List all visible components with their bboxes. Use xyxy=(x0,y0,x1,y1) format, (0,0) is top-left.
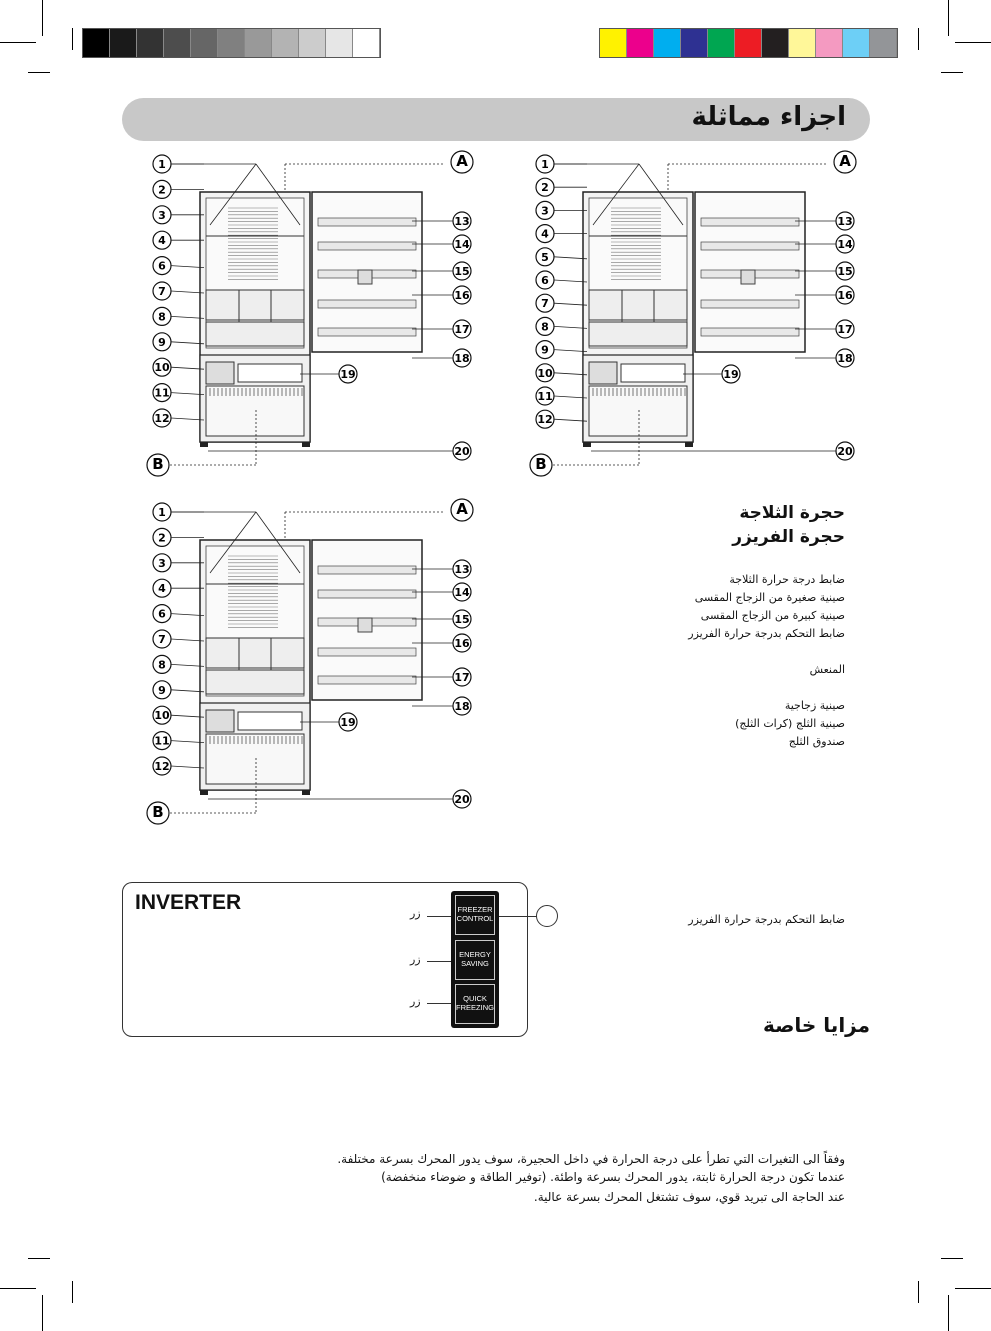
crisper-drawer xyxy=(589,322,687,346)
leader-line xyxy=(554,373,587,375)
fridge-diagram-top-right xyxy=(533,150,863,473)
svg-text:10: 10 xyxy=(154,709,170,723)
svg-text:20: 20 xyxy=(454,445,470,458)
callout-number xyxy=(153,681,171,699)
callout-number xyxy=(836,286,854,304)
callout-number xyxy=(153,180,171,198)
callout-number xyxy=(836,262,854,280)
svg-text:9: 9 xyxy=(541,343,549,357)
door-shelf xyxy=(318,218,416,226)
callout-number xyxy=(339,365,357,383)
callout-number xyxy=(153,706,171,724)
svg-text:19: 19 xyxy=(340,368,356,381)
crop-mark xyxy=(28,72,50,73)
callout-number xyxy=(153,206,171,224)
svg-text:18: 18 xyxy=(837,352,853,365)
callout-number xyxy=(153,605,171,623)
leader-line xyxy=(171,741,204,743)
callout-number xyxy=(536,294,554,312)
button-label: FREEZING xyxy=(456,1003,494,1012)
feature-line: وفقاً الى التغيرات التي تطرأ على درجة الحرارة في داخل الحجيرة، سوف يدور المحرك بسرعة مختلفة. xyxy=(337,1152,845,1166)
leader-line xyxy=(171,342,204,344)
button-label: CONTROL xyxy=(456,914,494,923)
svg-text:7: 7 xyxy=(158,633,166,646)
svg-text:13: 13 xyxy=(454,563,470,576)
callout-number xyxy=(453,286,471,304)
crop-mark xyxy=(918,1281,919,1303)
callout-number xyxy=(147,454,169,476)
callout-number xyxy=(453,442,471,460)
leader-line xyxy=(171,291,204,293)
callout-number xyxy=(453,610,471,628)
button-arabic-label: زر xyxy=(410,995,421,1008)
inverter-panel-box xyxy=(122,882,528,1037)
callout-number xyxy=(153,630,171,648)
freezer-control-button[interactable] xyxy=(455,895,495,935)
foot xyxy=(200,790,208,795)
crop-mark xyxy=(0,1288,36,1289)
door-shelf xyxy=(701,218,799,226)
svg-text:6: 6 xyxy=(541,274,549,287)
color-swatch xyxy=(762,29,789,57)
callout-number xyxy=(836,442,854,460)
svg-text:2: 2 xyxy=(541,181,549,195)
section-banner xyxy=(122,98,870,141)
svg-text:13: 13 xyxy=(454,215,470,228)
callout-number xyxy=(153,307,171,325)
svg-text:A: A xyxy=(456,500,468,518)
callout-number xyxy=(153,358,171,376)
color-swatch xyxy=(245,29,272,57)
leader-line xyxy=(554,396,587,398)
leader-line xyxy=(427,1003,451,1004)
callout-number xyxy=(836,349,854,367)
crop-mark xyxy=(0,42,36,43)
leader-line xyxy=(171,316,204,318)
svg-text:3: 3 xyxy=(158,208,166,222)
callout-number xyxy=(153,282,171,300)
color-calibration-bar xyxy=(599,28,898,58)
svg-text:20: 20 xyxy=(454,793,470,806)
crisper-drawer xyxy=(206,290,304,320)
color-swatch xyxy=(600,29,627,57)
leader-line xyxy=(554,303,587,305)
crop-mark xyxy=(918,28,919,50)
svg-text:8: 8 xyxy=(541,320,549,334)
legend-item: صينية صغيرة من الزجاج المقسى xyxy=(694,591,845,604)
ice-box xyxy=(238,364,302,382)
svg-text:14: 14 xyxy=(837,238,853,251)
svg-text:16: 16 xyxy=(454,637,470,650)
callout-number xyxy=(453,320,471,338)
foot xyxy=(583,442,591,447)
callout-number xyxy=(536,410,554,428)
color-swatch xyxy=(137,29,164,57)
svg-text:3: 3 xyxy=(541,204,549,218)
egg-tray xyxy=(741,270,755,284)
color-swatch xyxy=(272,29,299,57)
crisper-drawer xyxy=(206,322,304,346)
callout-number xyxy=(453,262,471,280)
svg-text:17: 17 xyxy=(837,323,853,336)
callout-number xyxy=(536,341,554,359)
crisper-drawer xyxy=(589,290,687,320)
door-shelf xyxy=(318,590,416,598)
control-panel xyxy=(451,891,499,1028)
button-label: QUICK xyxy=(463,994,487,1004)
callout-number xyxy=(536,271,554,289)
leader-line xyxy=(171,690,204,692)
callout-number xyxy=(453,560,471,578)
crisper-drawer xyxy=(206,638,304,668)
svg-text:A: A xyxy=(839,152,851,170)
quick-freezing-button[interactable] xyxy=(455,984,495,1024)
callout-number xyxy=(536,225,554,243)
svg-text:8: 8 xyxy=(158,310,166,324)
svg-text:6: 6 xyxy=(158,607,166,621)
crop-mark xyxy=(955,1288,991,1289)
leader-line xyxy=(171,614,204,616)
door-shelf xyxy=(701,300,799,308)
leader-line xyxy=(171,367,204,369)
callout-number xyxy=(451,499,473,521)
svg-text:18: 18 xyxy=(454,700,470,713)
callout-number xyxy=(153,579,171,597)
callout-number xyxy=(453,212,471,230)
crop-mark xyxy=(72,1281,73,1303)
color-swatch xyxy=(353,29,380,57)
crop-mark xyxy=(42,1295,43,1331)
button-label: FREEZER xyxy=(457,905,493,915)
leader-line xyxy=(171,766,204,768)
foot xyxy=(685,442,693,447)
callout-number xyxy=(836,235,854,253)
leader-line xyxy=(171,266,204,268)
callout-number xyxy=(536,155,554,173)
svg-text:16: 16 xyxy=(454,289,470,302)
foot xyxy=(302,790,310,795)
freezer-drawer xyxy=(589,386,687,436)
svg-text:3: 3 xyxy=(158,556,166,570)
door-shelf xyxy=(318,676,416,684)
svg-text:11: 11 xyxy=(154,386,170,400)
callout-number xyxy=(834,151,856,173)
color-swatch xyxy=(191,29,218,57)
callout-number xyxy=(536,201,554,219)
svg-text:B: B xyxy=(152,455,164,473)
feature-line: عندما تكون درجة الحرارة ثابتة، يدور المحرك بسرعة واطئة. (توفير الطاقة و ضوضاء منخفضة) xyxy=(381,1170,845,1184)
callout-number xyxy=(153,757,171,775)
callout-number xyxy=(153,384,171,402)
callout-number xyxy=(453,349,471,367)
svg-text:B: B xyxy=(535,455,547,473)
callout-number xyxy=(147,802,169,824)
crop-mark xyxy=(941,1258,963,1259)
crop-mark xyxy=(42,0,43,36)
freezer-drawer xyxy=(206,734,304,784)
callout-number xyxy=(536,248,554,266)
color-swatch xyxy=(218,29,245,57)
svg-text:14: 14 xyxy=(454,238,470,251)
svg-text:17: 17 xyxy=(454,671,470,684)
leader-line xyxy=(554,419,587,421)
svg-text:17: 17 xyxy=(454,323,470,336)
button-arabic-label: زر xyxy=(410,907,421,920)
ice-box xyxy=(621,364,685,382)
egg-tray xyxy=(358,270,372,284)
svg-text:11: 11 xyxy=(537,390,553,403)
door-shelf xyxy=(318,242,416,250)
crop-mark xyxy=(955,42,991,43)
svg-text:7: 7 xyxy=(158,285,166,298)
door-shelf xyxy=(318,648,416,656)
leader-line xyxy=(171,715,204,717)
svg-text:18: 18 xyxy=(454,352,470,365)
svg-text:4: 4 xyxy=(158,234,166,248)
crop-mark xyxy=(28,1258,50,1259)
callout-number xyxy=(836,320,854,338)
fridge-diagram-bottom xyxy=(150,498,480,821)
legend-freezer-title: حجرة الثلاجة xyxy=(739,503,845,523)
callout-number xyxy=(153,257,171,275)
color-swatch xyxy=(816,29,843,57)
leader-line xyxy=(499,916,537,917)
legend-item: ضابط التحكم بدرجة حرارة الفريزر xyxy=(688,627,845,640)
svg-text:19: 19 xyxy=(340,716,356,729)
button-arabic-label: زر xyxy=(410,953,421,966)
svg-text:9: 9 xyxy=(158,335,166,349)
leader-line xyxy=(171,639,204,641)
svg-text:10: 10 xyxy=(154,361,170,375)
svg-text:8: 8 xyxy=(158,658,166,672)
callout-number xyxy=(153,231,171,249)
grayscale-calibration-bar xyxy=(82,28,381,58)
svg-text:4: 4 xyxy=(541,227,549,241)
leader-line xyxy=(554,257,587,259)
svg-text:12: 12 xyxy=(154,760,170,773)
callout-number xyxy=(153,333,171,351)
callout-number xyxy=(536,364,554,382)
leader-line xyxy=(171,393,204,395)
svg-text:19: 19 xyxy=(723,368,739,381)
callout-number xyxy=(530,454,552,476)
svg-text:4: 4 xyxy=(158,582,166,596)
door-shelf xyxy=(701,328,799,336)
svg-text:12: 12 xyxy=(537,413,553,427)
svg-text:11: 11 xyxy=(154,734,170,748)
color-swatch xyxy=(870,29,897,57)
svg-text:12: 12 xyxy=(154,412,170,425)
leader-line xyxy=(427,961,451,962)
color-swatch xyxy=(326,29,353,57)
svg-text:15: 15 xyxy=(837,265,853,278)
svg-text:5: 5 xyxy=(541,250,549,264)
leader-line xyxy=(171,664,204,666)
leader-line xyxy=(554,326,587,328)
freezer-drawer xyxy=(206,386,304,436)
svg-text:14: 14 xyxy=(454,586,470,599)
color-swatch xyxy=(708,29,735,57)
callout-number xyxy=(536,178,554,196)
legend-fridge-title: حجرة الفريزر xyxy=(732,527,845,547)
callout-number xyxy=(339,713,357,731)
leader-line xyxy=(554,280,587,282)
legend-item: ضابط درجة حرارة الثلاجة xyxy=(729,573,845,586)
leader-line xyxy=(171,418,204,420)
callout-number xyxy=(722,365,740,383)
crop-mark xyxy=(948,1295,949,1331)
button-label: SAVING xyxy=(461,959,489,968)
svg-text:1: 1 xyxy=(541,158,549,171)
svg-text:10: 10 xyxy=(537,366,553,380)
color-swatch xyxy=(789,29,816,57)
leader-line xyxy=(427,916,451,917)
callout-circle xyxy=(536,905,558,927)
crop-mark xyxy=(72,28,73,50)
foot xyxy=(302,442,310,447)
callout-number xyxy=(536,317,554,335)
legend-item: المنعش xyxy=(809,663,845,676)
crisper-drawer xyxy=(206,670,304,694)
page-title: اجزاء مماثلة xyxy=(691,102,846,132)
door-shelf xyxy=(318,328,416,336)
svg-text:15: 15 xyxy=(454,613,470,626)
ice-box xyxy=(238,712,302,730)
callout-number xyxy=(453,235,471,253)
crop-mark xyxy=(941,72,963,73)
legend-item: صينية الثلج (كرات الثلج) xyxy=(735,717,845,730)
callout-number xyxy=(153,503,171,521)
door-shelf xyxy=(701,242,799,250)
ice-tray xyxy=(589,362,617,384)
svg-text:13: 13 xyxy=(837,215,853,228)
features-title: مزايا خاصة xyxy=(762,1013,870,1037)
callout-number xyxy=(451,151,473,173)
inverter-side-label: ضابط التحكم بدرجة حرارة الفريزر xyxy=(688,913,845,926)
color-swatch xyxy=(654,29,681,57)
color-swatch xyxy=(83,29,110,57)
svg-text:1: 1 xyxy=(158,506,166,519)
ice-tray xyxy=(206,710,234,732)
color-swatch xyxy=(627,29,654,57)
feature-line: عند الحاجة الى تبريد قوي، سوف تشتغل المحرك بسرعة عالية. xyxy=(533,1190,845,1204)
callout-number xyxy=(153,409,171,427)
ice-tray xyxy=(206,362,234,384)
svg-text:6: 6 xyxy=(158,259,166,273)
callout-number xyxy=(153,554,171,572)
callout-number xyxy=(153,732,171,750)
legend-item: صينية زجاجية xyxy=(784,699,845,712)
callout-number xyxy=(153,155,171,173)
callout-number xyxy=(536,387,554,405)
callout-number xyxy=(836,212,854,230)
svg-text:2: 2 xyxy=(158,183,166,197)
callout-number xyxy=(453,634,471,652)
door-shelf xyxy=(318,300,416,308)
svg-text:1: 1 xyxy=(158,158,166,171)
color-swatch xyxy=(681,29,708,57)
door-shelf xyxy=(318,566,416,574)
button-label: ENERGY xyxy=(459,950,491,960)
svg-text:7: 7 xyxy=(541,297,549,311)
svg-text:A: A xyxy=(456,152,468,170)
svg-text:2: 2 xyxy=(158,531,166,545)
foot xyxy=(200,442,208,447)
callout-number xyxy=(453,697,471,715)
color-swatch xyxy=(299,29,326,57)
svg-text:15: 15 xyxy=(454,265,470,278)
callout-number xyxy=(453,668,471,686)
leader-line xyxy=(554,350,587,352)
color-swatch xyxy=(110,29,137,57)
callout-number xyxy=(453,790,471,808)
svg-text:20: 20 xyxy=(837,445,853,458)
callout-number xyxy=(153,655,171,673)
svg-text:9: 9 xyxy=(158,683,166,697)
svg-text:B: B xyxy=(152,803,164,821)
color-swatch xyxy=(164,29,191,57)
color-swatch xyxy=(843,29,870,57)
crop-mark xyxy=(948,0,949,36)
callout-number xyxy=(153,528,171,546)
energy-saving-button[interactable] xyxy=(455,940,495,980)
color-swatch xyxy=(735,29,762,57)
callout-number xyxy=(453,583,471,601)
legend-item: صندوق الثلج xyxy=(788,735,845,748)
svg-text:16: 16 xyxy=(837,289,853,302)
inverter-title: INVERTER xyxy=(135,891,242,914)
fridge-diagram-top-left xyxy=(150,150,480,473)
egg-tray xyxy=(358,618,372,632)
legend-item: صينية كبيرة من الزجاج المقسى xyxy=(700,609,845,622)
